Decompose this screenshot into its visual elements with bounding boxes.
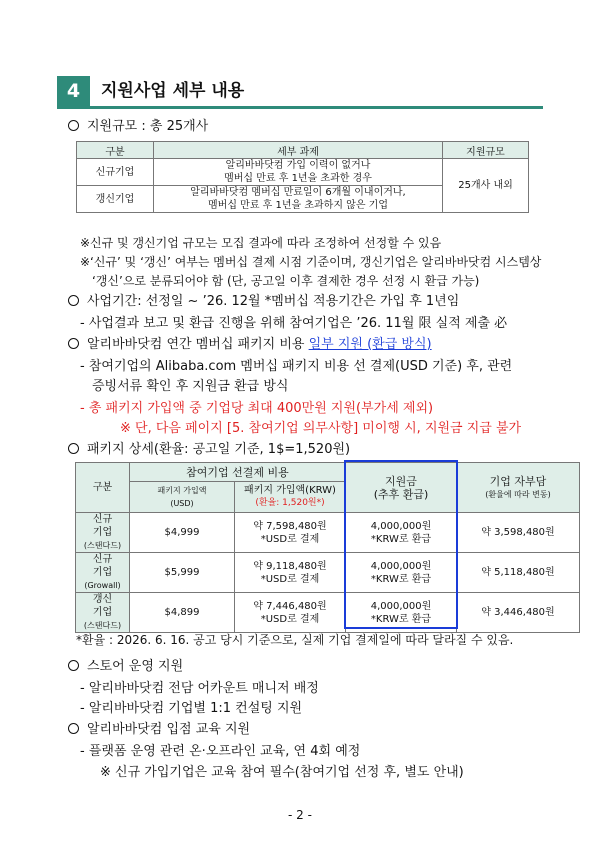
support-sub3: ※ 단, 다음 페이지 [5. 참여기업 의무사항] 미이행 시, 지원금 지급 불가 [120, 421, 522, 436]
table-cell: 알리바바닷컴 멤버십 만료일이 6개월 이내이거나, 멤버십 만료 후 1년을 초과하지 않은 기업 [154, 186, 443, 213]
package-table [75, 462, 580, 633]
table-cell: 4,000,000원 *KRW로 환급 [346, 553, 457, 593]
store-line: 스토어 운영 지원 [68, 658, 183, 676]
scale-line: 지원규모 : 총 25개사 [68, 118, 208, 136]
table-cell: 약 3,446,480원 [457, 593, 580, 633]
table-cell: $4,999 [130, 513, 235, 553]
table-cell: 4,000,000원 *KRW로 환급 [346, 593, 457, 633]
table-cell: 25개사 내외 [443, 159, 529, 213]
table-header: 지원규모 [443, 142, 529, 159]
table-cell: 약 9,118,480원 *USD로 결제 [235, 553, 346, 593]
table-header: 구분 [76, 463, 130, 513]
note-2b: ‘갱신’으로 분류되어야 함 (단, 공고일 이후 결제한 경우 선정 시 환급 가능) [92, 274, 480, 288]
circle-bullet-icon [68, 660, 79, 671]
table-cell: 약 7,598,480원 *USD로 결제 [235, 513, 346, 553]
table-cell: 약 7,446,480원 *USD로 결제 [235, 593, 346, 633]
table-cell: 갱신기업 [77, 186, 154, 213]
table-cell: 신규 기업 (스탠다드) [76, 513, 130, 553]
table-header: 기업 자부담 (환율에 따라 변동) [457, 463, 580, 513]
edu-line: 알리바바닷컴 입점 교육 지원 [68, 721, 250, 739]
section-title: 지원사업 세부 내용 [101, 81, 245, 101]
table-cell: 약 3,598,480원 [457, 513, 580, 553]
table-cell: 알리바바닷컴 가입 이력이 없거나 멤버십 만료 후 1년을 초과한 경우 [154, 159, 443, 186]
table-cell: $5,999 [130, 553, 235, 593]
note-2a: ※‘신규’ 및 ‘갱신’ 여부는 멤버십 결제 시점 기준이며, 갱신기업은 알리바바닷컴 시스템상 [80, 255, 542, 269]
circle-bullet-icon [68, 723, 79, 734]
table-cell: 갱신 기업 (스탠다드) [76, 593, 130, 633]
table-cell: 신규기업 [77, 159, 154, 186]
period-line: 사업기간: 선정일 ~ ’26. 12월 *멤버십 적용기간은 가입 후 1년임 [68, 293, 459, 311]
section-rule [57, 106, 543, 109]
circle-bullet-icon [68, 120, 79, 131]
table-cell: 약 5,118,480원 [457, 553, 580, 593]
table-header: 패키지 가입액(KRW) (환율: 1,520원*) [235, 482, 346, 513]
edu-sub1: - 플랫폼 운영 관련 온·오프라인 교육, 연 4회 예정 [80, 744, 361, 759]
support-line: 알리바바닷컴 연간 멤버십 패키지 비용 일부 지원 (환급 방식) [68, 336, 432, 354]
table-header: 구분 [77, 142, 154, 159]
table-row [76, 593, 580, 633]
table-row [76, 513, 580, 553]
table-cell: 4,000,000원 *KRW로 환급 [346, 513, 457, 553]
scale-table [76, 141, 529, 213]
support-sub1b: 증빙서류 확인 후 지원금 환급 방식 [92, 379, 289, 394]
period-sub: - 사업결과 보고 및 환급 진행을 위해 참여기업은 ’26. 11월 限 실적 제출 必 [80, 316, 508, 331]
circle-bullet-icon [68, 338, 79, 349]
table-row [77, 159, 529, 186]
circle-bullet-icon [68, 443, 79, 454]
table-cell: $4,899 [130, 593, 235, 633]
table-header: 패키지 가입액 (USD) [130, 482, 235, 513]
store-sub2: - 알리바바닷컴 기업별 1:1 컨설팅 지원 [80, 701, 303, 716]
grant-highlight-box [344, 460, 458, 629]
table-row [76, 553, 580, 593]
support-sub1: - 참여기업의 Alibaba.com 멤버십 패키지 비용 선 결제(USD 기준) 후, 관련 [80, 359, 513, 374]
circle-bullet-icon [68, 295, 79, 306]
section-header [57, 76, 543, 106]
table-cell: 신규 기업 (Growall) [76, 553, 130, 593]
note-1: ※신규 및 갱신기업 규모는 모집 결과에 따라 조정하여 선정할 수 있음 [80, 236, 442, 250]
store-sub1: - 알리바바닷컴 전담 어카운트 매니저 배정 [80, 681, 319, 696]
section-number: 4 [57, 76, 90, 106]
table-header: 세부 과제 [154, 142, 443, 159]
package-line: 패키지 상세(환율: 공고일 기준, 1$=1,520원) [68, 441, 350, 459]
table-header: 참여기업 선결제 비용 [130, 463, 346, 482]
support-sub2: - 총 패키지 가입액 중 기업당 최대 400만원 지원(부가세 제외) [80, 401, 434, 416]
page-number: - 2 - [288, 808, 312, 822]
edu-sub2: ※ 신규 가입기업은 교육 참여 필수(참여기업 선정 후, 별도 안내) [100, 765, 464, 780]
fx-note: *환율 : 2026. 6. 16. 공고 당시 기준으로, 실제 기업 결제일에 따라 달라질 수 있음. [76, 633, 514, 647]
table-header: 지원금 (추후 환급) [346, 463, 457, 513]
